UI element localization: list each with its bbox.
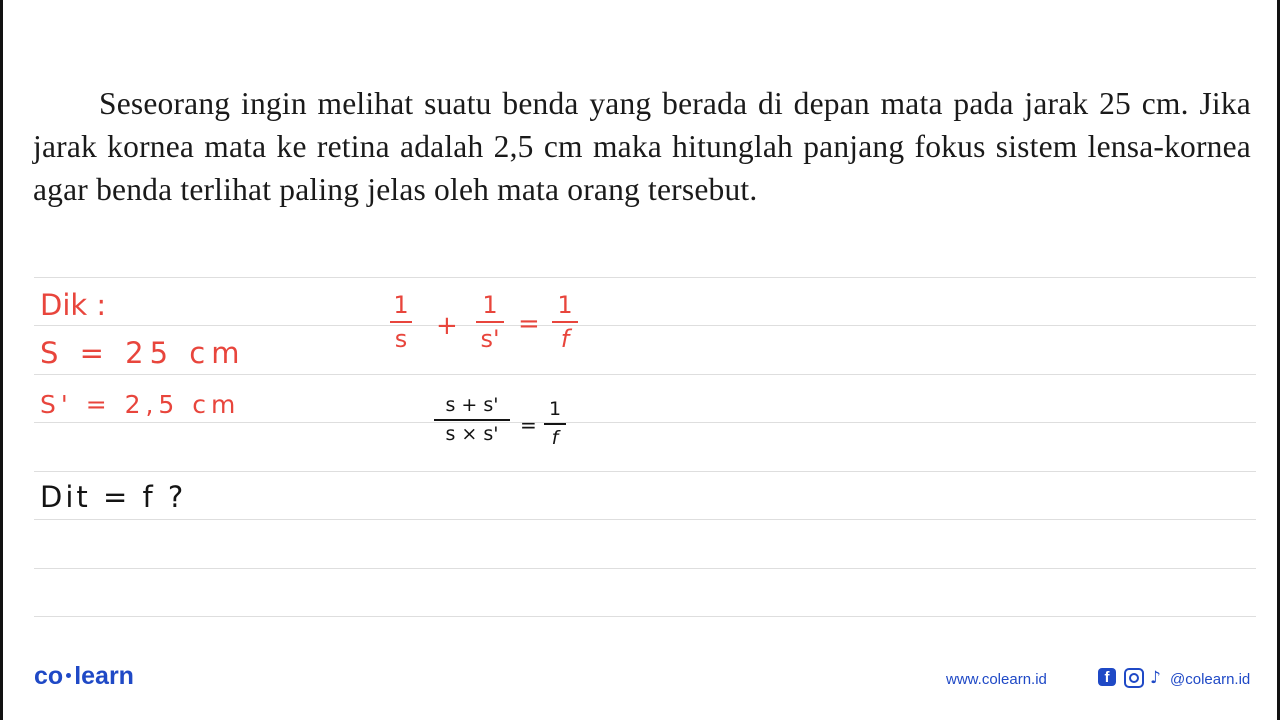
ruled-line bbox=[34, 519, 1256, 520]
fraction-denominator: s' bbox=[480, 325, 500, 353]
fraction-sum-over-product bbox=[434, 396, 510, 444]
fraction-bar bbox=[552, 321, 578, 323]
fraction-bar bbox=[544, 423, 566, 425]
fraction-1-over-f bbox=[552, 293, 578, 351]
given-s-prime: S' = 2,5 cm bbox=[40, 390, 241, 419]
fraction-numerator: 1 bbox=[557, 291, 573, 319]
ruled-line bbox=[34, 374, 1256, 375]
fraction-1-over-f bbox=[544, 400, 566, 448]
tiktok-icon bbox=[1150, 668, 1161, 688]
fraction-denominator: s bbox=[394, 325, 408, 353]
ruled-line bbox=[34, 471, 1256, 472]
fraction-numerator: 1 bbox=[548, 398, 562, 420]
given-s: S = 25 cm bbox=[40, 336, 246, 370]
dik-label: Dik : bbox=[40, 288, 107, 322]
fraction-denominator: s × s' bbox=[445, 423, 499, 445]
facebook-icon bbox=[1098, 668, 1116, 686]
logo-co: co bbox=[34, 662, 64, 690]
social-handle: @colearn.id bbox=[1170, 671, 1251, 688]
logo-learn: learn bbox=[74, 662, 134, 690]
fraction-bar bbox=[434, 419, 510, 421]
ruled-line bbox=[34, 568, 1256, 569]
fraction-1-over-s bbox=[390, 293, 412, 351]
plus-sign: + bbox=[436, 311, 458, 341]
question-text: Seseorang ingin melihat suatu benda yang berada di depan mata pada jarak 25 cm. Jika jarak kornea mata ke retina adalah 2,5 cm maka hitunglah panjang fokus sistem lensa-kornea agar benda terlihat paling jelas oleh mata orang tersebut. bbox=[33, 86, 1251, 207]
instagram-lens bbox=[1129, 673, 1139, 683]
fraction-numerator: 1 bbox=[393, 291, 409, 319]
website-url: www.colearn.id bbox=[946, 671, 1047, 688]
fraction-1-over-s-prime bbox=[476, 293, 504, 351]
ruled-line bbox=[34, 277, 1256, 278]
ruled-line bbox=[34, 616, 1256, 617]
ruled-line bbox=[34, 422, 1256, 423]
tiktok-glyph: ♪ bbox=[1150, 668, 1161, 688]
logo-dot bbox=[66, 673, 71, 678]
asked-f: Dit = f ? bbox=[40, 480, 187, 514]
colearn-logo bbox=[34, 662, 134, 691]
fraction-numerator: s + s' bbox=[445, 394, 499, 416]
instagram-icon bbox=[1124, 668, 1144, 688]
fraction-bar bbox=[390, 321, 412, 323]
fraction-bar bbox=[476, 321, 504, 323]
equals-sign: = bbox=[518, 309, 540, 339]
facebook-glyph: f bbox=[1104, 668, 1110, 686]
fraction-denominator: f bbox=[551, 427, 559, 449]
equals-sign: = bbox=[520, 413, 537, 437]
fraction-denominator: f bbox=[560, 325, 570, 353]
ruled-line bbox=[34, 325, 1256, 326]
fraction-numerator: 1 bbox=[482, 291, 498, 319]
